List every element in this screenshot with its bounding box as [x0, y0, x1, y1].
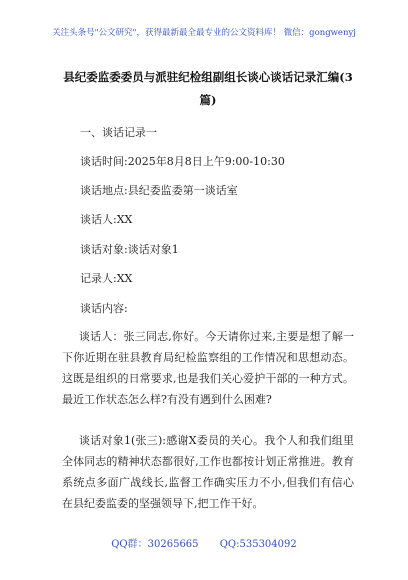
talker: 谈话人:XX — [80, 213, 133, 226]
talk-content-label: 谈话内容: — [80, 302, 128, 315]
header-promo-note: 关注头条号"公文研究"，获得最新最全最专业的公文资料库！ 微信：gongwenyj — [52, 28, 356, 38]
footer-contacts — [0, 535, 408, 550]
section-heading: 一、谈话记录一 — [80, 126, 157, 139]
talk-place: 谈话地点:县纪委监委第一谈话室 — [80, 184, 238, 197]
talk-object: 谈话对象:谈话对象1 — [80, 243, 179, 256]
document-title: 县纪委监委委员与派驻纪检组副组长谈心谈话记录汇编(3篇) — [63, 70, 353, 107]
recorder: 记录人:XX — [80, 272, 133, 285]
footer-qq-group: QQ群：30265665 — [111, 539, 199, 550]
footer-qq: QQ:535304092 — [219, 539, 297, 550]
paragraph-talker-opening: 谈话人：张三同志,你好。今天请你过来,主要是想了解一下你近期在驻县教育局纪检监察组的工作情况和思想动态。这既是组织的日常要求,也是我们关心爱护干部的一种方式。最近工作状态怎么样?有没有遇到什么困难? — [62, 330, 354, 406]
paragraph-object-reply: 谈话对象1(张三):感谢X委员的关心。我个人和我们组里全体同志的精神状态都很好,工作也都按计划正常推进。教育系统点多面广战线长,监督工作确实压力不小,但我们有信心在县纪委监委的坚强领导下,把工作干好。 — [62, 434, 354, 510]
talk-time: 谈话时间:2025年8月8日上午9:00-10:30 — [80, 155, 285, 168]
